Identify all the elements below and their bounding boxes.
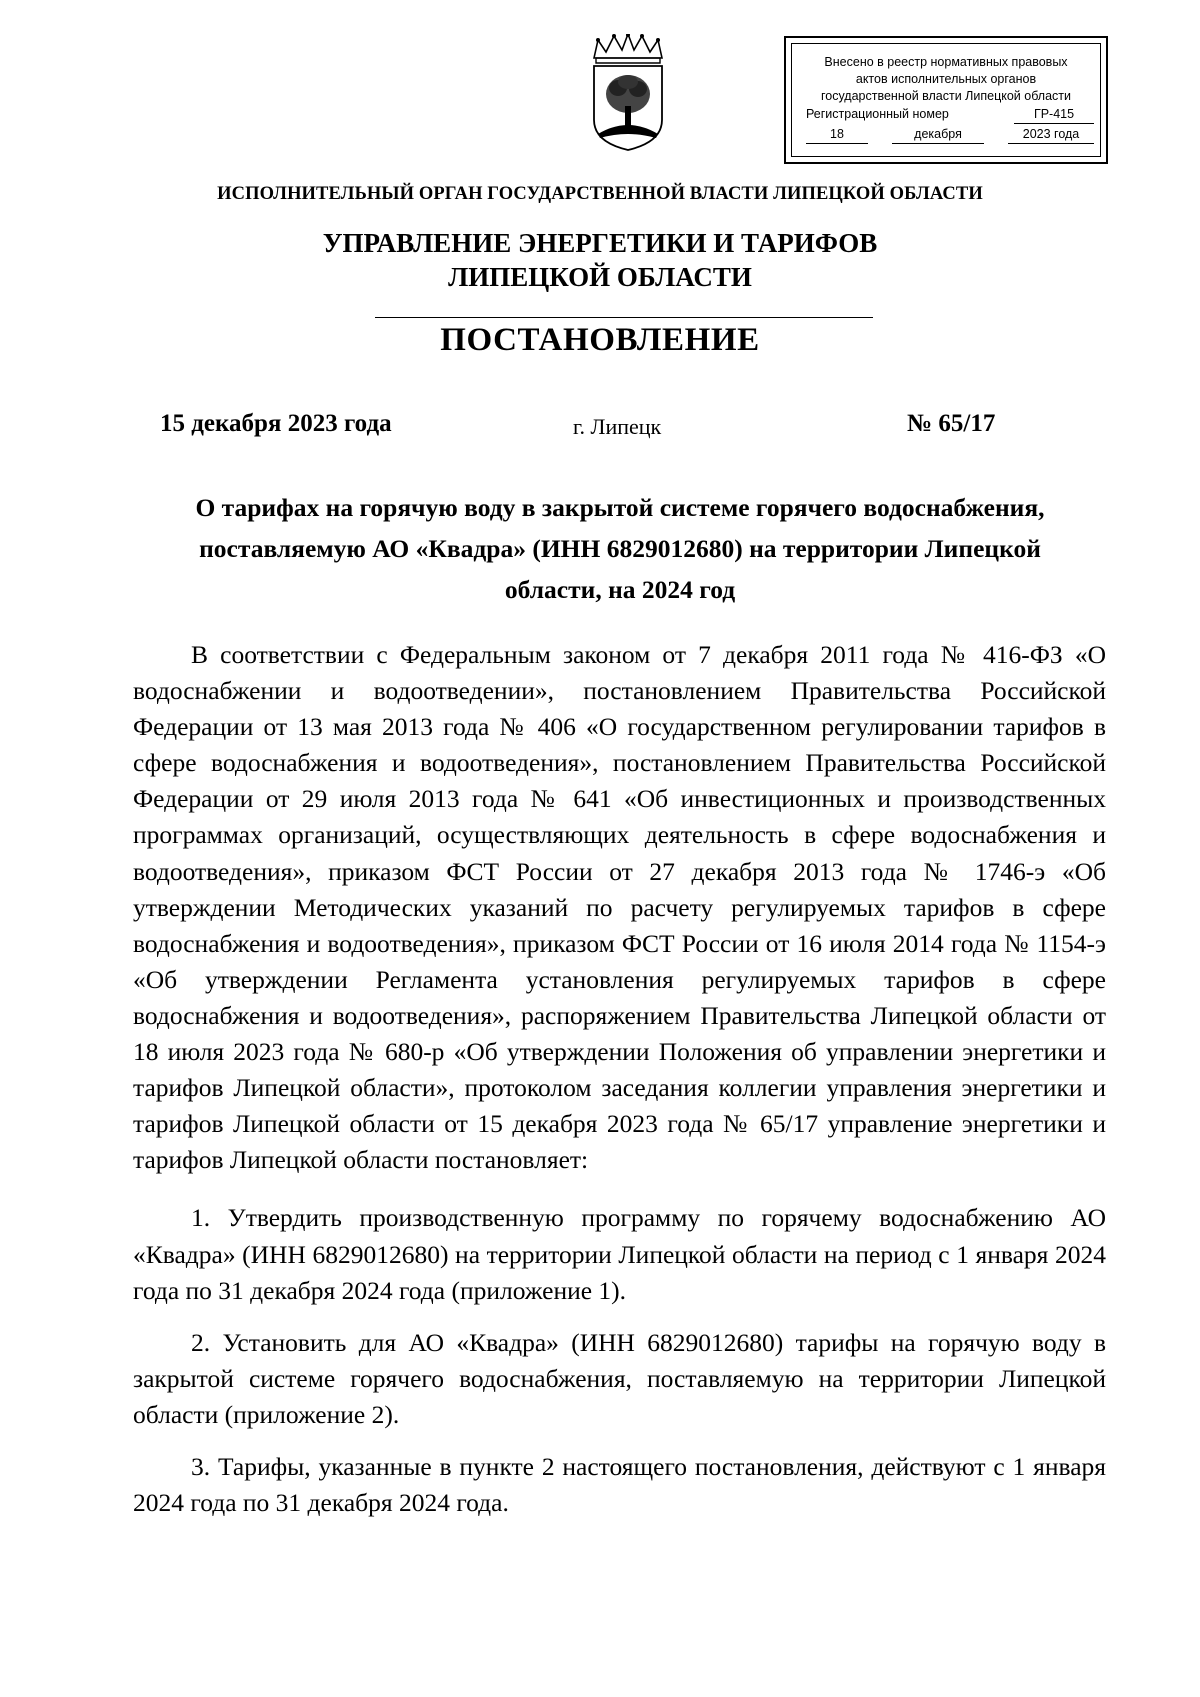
stamp-date-month: декабря — [892, 126, 984, 144]
registry-stamp — [784, 36, 1108, 164]
header-divider — [375, 317, 873, 318]
document-title-line-2: поставляемую АО «Квадра» (ИНН 6829012680) на территории Липецкой — [199, 534, 1041, 563]
document-date: 15 декабря 2023 года — [160, 410, 392, 437]
stamp-line-2: актов исполнительных органов — [855, 72, 1037, 86]
document-title-line-1: О тарифах на горячую воду в закрытой системе горячего водоснабжения, — [195, 493, 1045, 522]
document-number: № 65/17 — [907, 410, 996, 437]
department-name-line-2: ЛИПЕЦКОЙ ОБЛАСТИ — [448, 262, 752, 292]
stamp-line-1: Внесено в реестр нормативных правовых — [824, 55, 1068, 69]
stamp-registration-label: Регистрационный номер — [806, 107, 949, 121]
coat-of-arms-emblem — [588, 34, 668, 152]
document-body — [133, 637, 1106, 1521]
department-name-line-1: УПРАВЛЕНИЕ ЭНЕРГЕТИКИ И ТАРИФОВ — [322, 228, 878, 258]
document-title — [140, 487, 1100, 610]
stamp-date-year: 2023 года — [1008, 126, 1094, 144]
department-name — [0, 226, 1200, 294]
resolution-item-1: 1. Утвердить производственную программу по горячему водоснабжению АО «Квадра» (ИНН 6829012680) на территории Липецкой области на период с 1 января 2024 года по 31 декабря 2024 года (приложение 1). — [133, 1203, 1106, 1305]
stamp-registration-row — [792, 105, 1100, 124]
resolution-item-3: 3. Тарифы, указанные в пункте 2 настоящего постановления, действуют с 1 января 2024 года по 31 декабря 2024 года. — [133, 1451, 1106, 1518]
organization-name: ИСПОЛНИТЕЛЬНЫЙ ОРГАН ГОСУДАРСТВЕННОЙ ВЛАСТИ ЛИПЕЦКОЙ ОБЛАСТИ — [217, 184, 983, 204]
stamp-date-day: 18 — [806, 126, 868, 144]
resolution-item-2: 2. Установить для АО «Квадра» (ИНН 6829012680) тарифы на горячую воду в закрытой системе горячего водоснабжения, поставляемую на территории Липецкой области (приложение 2). — [133, 1327, 1106, 1429]
document-city: г. Липецк — [573, 414, 662, 439]
preamble-paragraph: В соответствии с Федеральным законом от 7 декабря 2011 года № 416-ФЗ «О водоснабжении и водоотведении», постановлением Правительства Российской Федерации от 13 мая 2013 года № 406 «О государственном регулировании тарифов в сфере водоснабжения и водоотведения», постановлением Правительства Российской Федерации от 29 июля 2013 года № 641 «Об инвестиционных и производственных программах организаций, осуществляющих деятельность в сфере водоснабжения и водоотведения», приказом ФСТ России от 27 декабря 2013 года № 1746-э «Об утверждении Методических указаний по расчету регулируемых тарифов в сфере водоснабжения и водоотведения», приказом ФСТ России от 16 июля 2014 года № 1154-э «Об утверждении Регламента установления регулируемых тарифов в сфере водоснабжения и водоотведения», распоряжением Правительства Липецкой области от 18 июля 2023 года № 680-р «Об утверждении Положения об управлении энергетики и тарифов Липецкой области», протоколом заседания коллегии управления энергетики и тарифов Липецкой области от 15 декабря 2023 года № 65/17 управление энергетики и тарифов Липецкой области постановляет: — [133, 640, 1106, 1175]
stamp-date-row — [792, 124, 1100, 144]
stamp-line-3: государственной власти Липецкой области — [820, 89, 1072, 103]
document-title-line-3: области, на 2024 год — [504, 575, 736, 604]
document-type: ПОСТАНОВЛЕНИЕ — [440, 322, 760, 358]
stamp-registration-number: ГР-415 — [1014, 105, 1094, 124]
registry-stamp-inner-frame — [791, 43, 1101, 157]
